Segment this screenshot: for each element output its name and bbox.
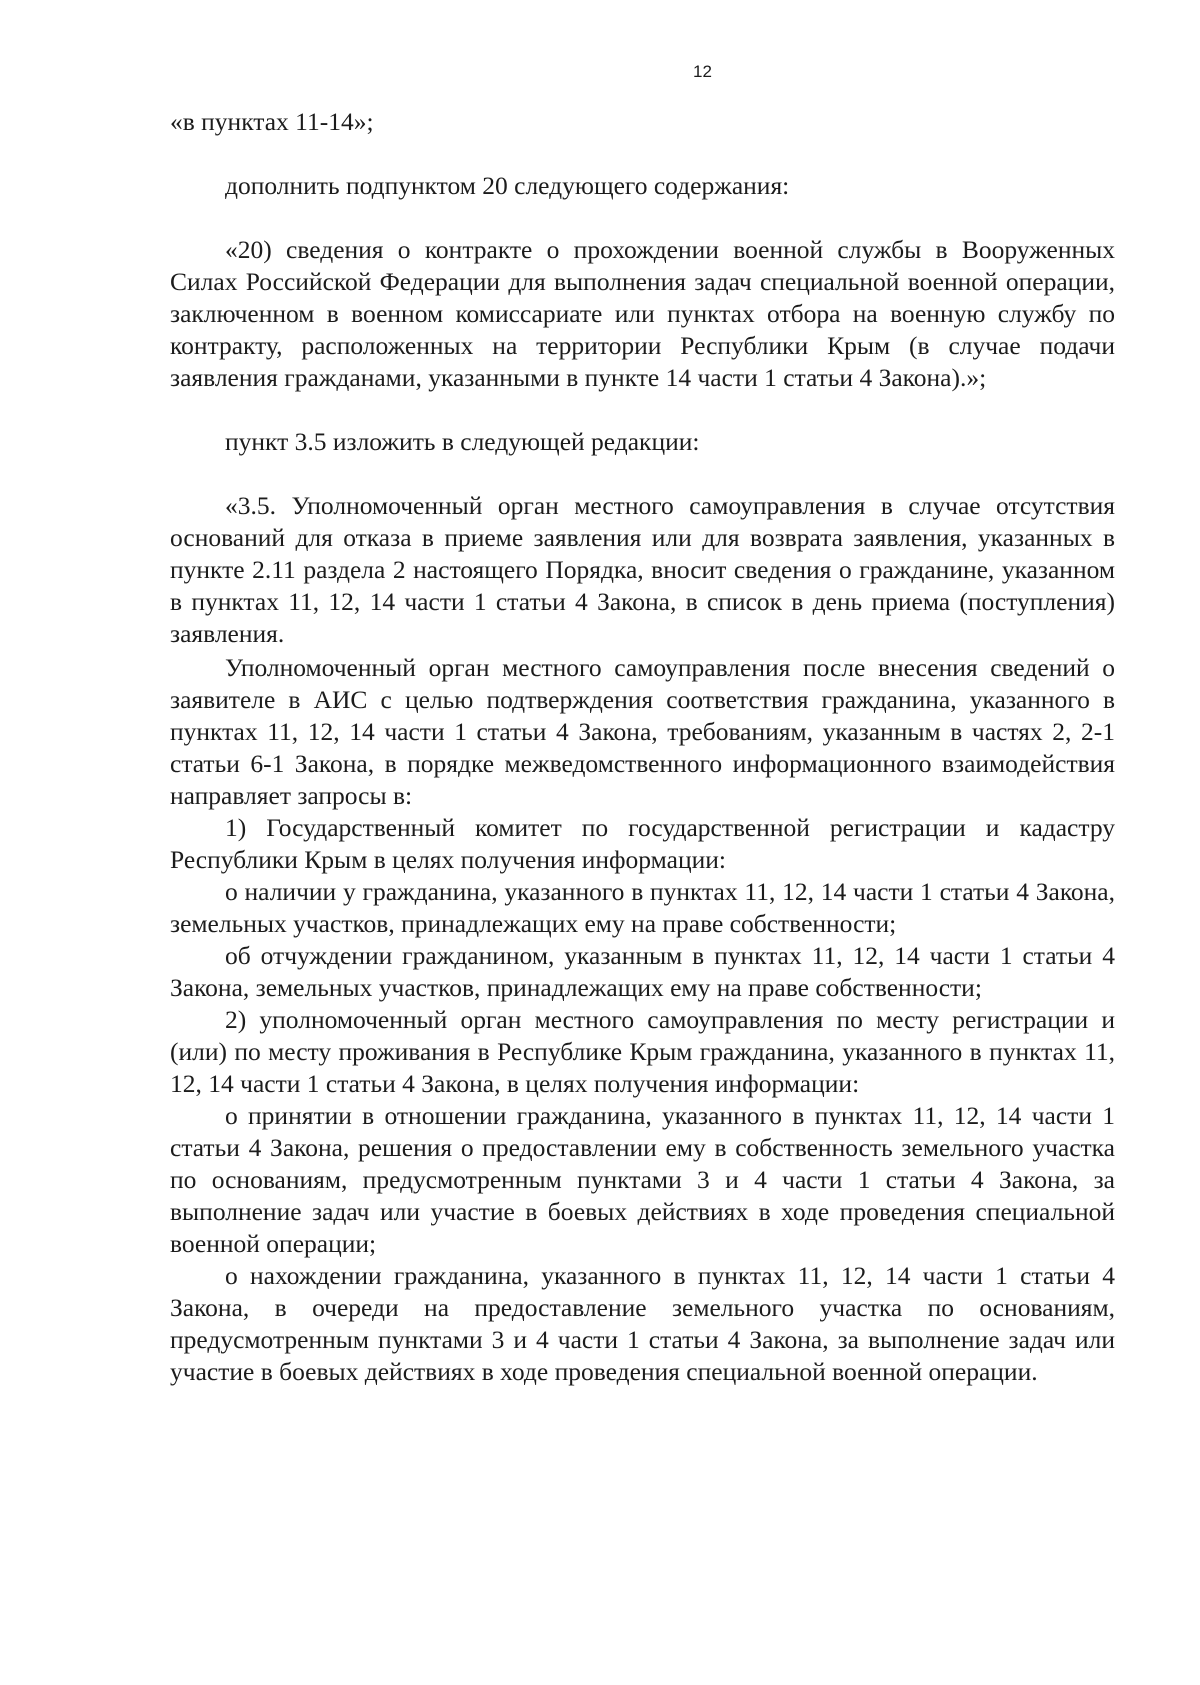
- paragraph-subitem-20: «20) сведения о контракте о прохождении военной службы в Вооруженных Силах Российской Федерации для выполнения задач специальной военной операции, заключенном в военном комиссариате или пунктах отбора на военную службу по контракту, расположенных на территории Республики Крым (в случае подачи заявления гражданами, указанными в пункте 14 части 1 статьи 4 Закона).»;: [170, 235, 1115, 392]
- paragraph-quote-items: «в пунктах 11-14»;: [170, 107, 374, 136]
- paragraph-add-subitem: дополнить подпунктом 20 следующего содержания:: [225, 171, 790, 200]
- paragraph-item-3-5: «3.5. Уполномоченный орган местного самоуправления в случае отсутствия оснований для отказа в приеме заявления или для возврата заявления, указанных в пункте 2.11 раздела 2 настоящего Порядка, вносит сведения о гражданине, указанном в пунктах 11, 12, 14 части 1 статьи 4 Закона, в список в день приема (поступления) заявления.: [170, 491, 1115, 648]
- paragraph-land-ownership: о наличии у гражданина, указанного в пунктах 11, 12, 14 части 1 статьи 4 Закона, земельных участков, принадлежащих ему на праве собственности;: [170, 877, 1115, 938]
- paragraph-request-1: 1) Государственный комитет по государственной регистрации и кадастру Республики Крым в целях получения информации:: [170, 813, 1115, 874]
- paragraph-requests: Уполномоченный орган местного самоуправления после внесения сведений о заявителе в АИС с целью подтверждения соответствия гражданина, указанного в пунктах 11, 12, 14 части 1 статьи 4 Закона, требованиям, указанным в частях 2, 2-1 статьи 6-1 Закона, в порядке межведомственного информационного взаимодействия направляет запросы в:: [170, 653, 1115, 810]
- paragraph-request-2: 2) уполномоченный орган местного самоуправления по месту регистрации и (или) по месту проживания в Республике Крым гражданина, указанного в пунктах 11, 12, 14 части 1 статьи 4 Закона, в целях получения информации:: [170, 1005, 1115, 1098]
- page-number: 12: [693, 62, 712, 81]
- paragraph-queue: о нахождении гражданина, указанного в пунктах 11, 12, 14 части 1 статьи 4 Закона, в очереди на предоставление земельного участка по основаниям, предусмотренным пунктами 3 и 4 части 1 статьи 4 Закона, за выполнение задач или участие в боевых действиях в ходе проведения специальной военной операции.: [170, 1261, 1115, 1386]
- paragraph-item-3-5-intro: пункт 3.5 изложить в следующей редакции:: [225, 427, 700, 456]
- paragraph-decision: о принятии в отношении гражданина, указанного в пунктах 11, 12, 14 части 1 статьи 4 Закона, решения о предоставлении ему в собственность земельного участка по основаниям, предусмотренным пунктами 3 и 4 части 1 статьи 4 Закона, за выполнение задач или участие в боевых действиях в ходе проведения специальной военной операции;: [170, 1101, 1115, 1258]
- paragraph-land-alienation: об отчуждении гражданином, указанным в пунктах 11, 12, 14 части 1 статьи 4 Закона, земельных участков, принадлежащих ему на праве собственности;: [170, 941, 1115, 1002]
